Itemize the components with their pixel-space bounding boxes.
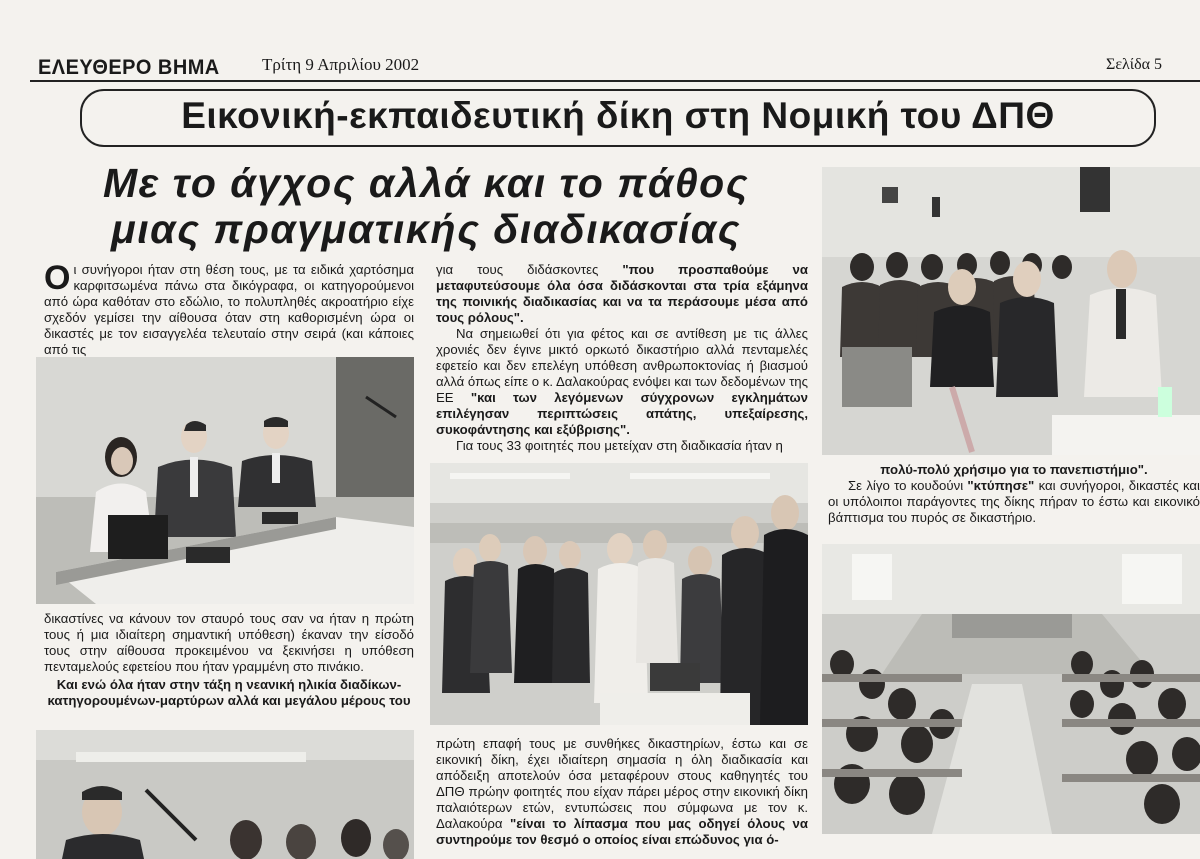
paragraph-rest: και συνήγοροι, δικαστές και οι υπόλοιποι παράγοντες της δίκης πήραν το έστω και εικονικό βάπτισμα του πυρός σε δικαστήριο. — [828, 478, 1200, 525]
quote-bold: "είναι το λίπασμα που μας οδηγεί όλους να συντηρούμε τον θεσμό ο οποίος είναι επώδυνος για ό- — [436, 816, 808, 847]
paragraph: δικαστίνες να κάνουν τον σταυρό τους σαν να ήταν η πρώτη τους ή μια ιδιαίτερη σημαντική υπόθεση) έκαναν την είσοδό τους στην αίθουσα προκειμένου να ξεκινήσει η υπόθεση πενταμελούς εφετείου που ήταν γραμμένη στο πινάκιο. — [44, 611, 414, 674]
column-3-text — [828, 462, 1200, 526]
paragraph — [436, 326, 808, 438]
bold-paragraph: Και ενώ όλα ήταν στην τάξη η νεανική ηλικία διαδίκων-κατηγορουμένων-μαρτύρων αλλά και μεγάλου μέρους του — [47, 677, 411, 708]
photo-judges-bench — [36, 357, 414, 604]
column-1-intro — [44, 259, 414, 358]
photo-audience — [822, 167, 1200, 455]
headline-line-1: Με το άγχος αλλά και το πάθος — [102, 160, 750, 206]
intro-text: ι συνήγοροι ήταν στη θέση τους, με τα ειδικά χαρτόσημα καρφιτσωμένα πάνω στα δικόγραφα, οι κατηγορούμενοι από ώρα καθόταν στο εδώλιο, το πολυπληθές ακροατήριο είχε σχεδόν γεμίσει την αίθουσα όταν στη καθορισμένη ώρα οι δικαστές με τον εισαγγελέα τελευταίο στην σειρά (και κάποιες από τις — [44, 262, 414, 357]
photo-students-group — [430, 463, 808, 725]
quote-bold: "που προσπαθούμε να μεταφυτεύσουμε όλα όσα διδάσκονται στα τρία εξάμηνα της ποινικής διαδικασίας και να τα περάσουμε μέσα από τους ρόλους". — [436, 262, 808, 325]
header-rule — [30, 80, 1200, 82]
paragraph: Για τους 33 φοιτητές που μετείχαν στη διαδικασία ήταν η — [456, 438, 783, 453]
column-2-top — [436, 262, 808, 454]
photo-courtroom-wide — [822, 544, 1200, 834]
paragraph-lead: για τους διδάσκοντες — [436, 262, 623, 277]
drop-cap: Ο — [44, 259, 71, 297]
quote-bold: "και των λεγόμενων σύγχρονων εγκλημάτων επιλέγησαν περιπτώσεις απάτης, υπεξαίρεσης, συκοφάντησης και εξύβρισης". — [436, 390, 808, 437]
paragraph — [436, 262, 808, 326]
headline — [36, 160, 816, 252]
issue-date: Τρίτη 9 Απριλίου 2002 — [262, 55, 420, 74]
photo-witness-stand — [36, 730, 414, 859]
bold-paragraph: πολύ-πολύ χρήσιμο για το πανεπιστήμιο". — [880, 462, 1148, 477]
newspaper-name: ΕΛΕΥΘΕΡΟ ΒΗΜΑ — [38, 56, 220, 79]
column-1-continuation — [44, 611, 414, 709]
paragraph-lead: Να σημειωθεί ότι για φέτος και σε αντίθεση με τις άλλες χρονιές δεν έγινε μικτό ορκωτό δικαστήριο αλλά πενταμελές εφετείο και δεν επελέγη υπόθεση ανθρωποκτονίας ή βιασμού αλλά όπως είπε ο κ. Δαλακούρας ενόψει και των δεδομένων της ΕΕ — [436, 326, 808, 405]
paragraph-lead: Σε λίγο το κουδούνι — [848, 478, 968, 493]
kicker-title: Εικονική-εκπαιδευτική δίκη στη Νομική του ΔΠΘ — [181, 95, 1055, 136]
quote-bold: "κτύπησε" — [967, 478, 1035, 493]
paragraph: πρώτη επαφή τους με συνθήκες δικαστηρίων, έστω και σε εικονική δίκη, έχει ιδιαίτερη σημασία η όλη διαδικασία και απόδειξη αποτελούν όσα μεταφέρουν στους καθηγητές του ΔΠΘ πρώην φοιτητές που είχαν πάρει μέρος στην εικονική δίκη παλαιότερων ετών, εντυπώσεις που σύμφωνα με τον κ. Δαλακούρα — [436, 736, 808, 831]
page-number: Σελίδα 5 — [1106, 56, 1163, 73]
column-2-bottom — [436, 736, 808, 848]
headline-line-2: μιας πραγματικής διαδικασίας — [111, 206, 741, 252]
paragraph — [828, 478, 1200, 526]
